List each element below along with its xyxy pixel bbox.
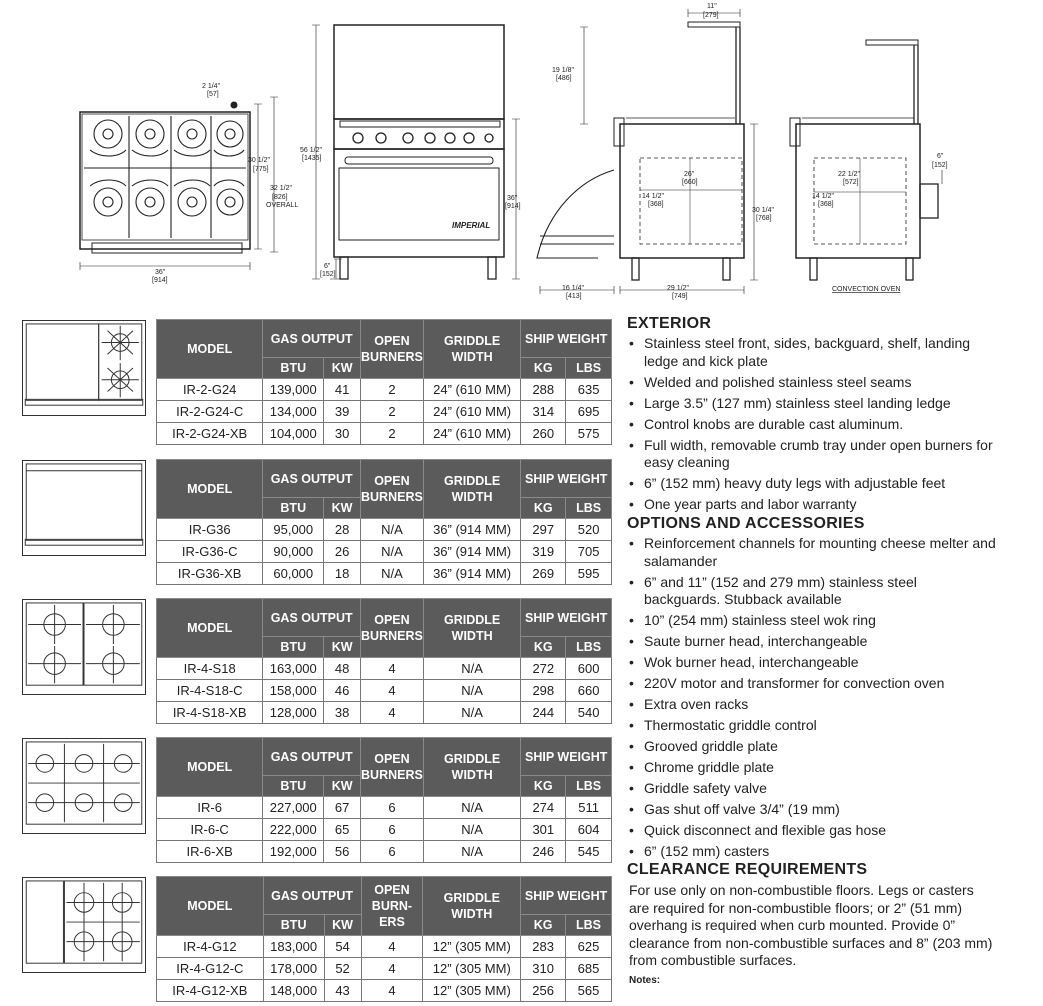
header-btu: BTU [263, 915, 324, 936]
list-item: • Quick disconnect and flexible gas hose [627, 822, 997, 840]
notes-label: Notes: [629, 974, 661, 986]
dim-label: [768] [756, 215, 772, 222]
dim-label: [775] [253, 166, 269, 173]
cell-griddle: N/A [423, 797, 521, 819]
cell-lbs: 540 [566, 702, 612, 724]
dim-label: [486] [556, 75, 572, 82]
list-item: • Griddle safety valve [627, 780, 997, 798]
dim-label: 29 1/2" [667, 285, 689, 292]
header-lbs: LBS [566, 498, 612, 519]
cell-lbs: 705 [566, 541, 612, 563]
header-open-burners: OPEN BURNERS [361, 320, 424, 379]
list-item: • Thermostatic griddle control [627, 717, 997, 735]
clearance-title: CLEARANCE REQUIREMENTS [627, 861, 868, 878]
cell-griddle: 24” (610 MM) [423, 379, 521, 401]
cell-kg: 269 [521, 563, 566, 585]
dim-label: 14 1/2" [642, 193, 664, 200]
cell-lbs: 685 [566, 958, 612, 980]
list-item: • Grooved griddle plate [627, 738, 997, 756]
options-list [627, 535, 997, 861]
table-row [157, 541, 612, 563]
cell-griddle: 36” (914 MM) [423, 563, 521, 585]
header-gas-output: GAS OUTPUT [263, 599, 361, 637]
cell-model: IR-6-C [157, 819, 263, 841]
cell-griddle: 36” (914 MM) [423, 541, 521, 563]
list-item: • Gas shut off valve 3/4” (19 mm) [627, 801, 997, 819]
header-kg: KG [521, 776, 566, 797]
dim-label: [368] [818, 201, 834, 208]
header-model: MODEL [157, 738, 263, 797]
top-view-drawing [80, 97, 278, 270]
header-kw: KW [324, 498, 361, 519]
cell-btu: 222,000 [263, 819, 324, 841]
dim-label: 11" [707, 3, 717, 10]
dim-label: 6" [324, 263, 331, 270]
table-row [157, 680, 612, 702]
header-model: MODEL [157, 877, 264, 936]
cell-model: IR-4-S18-C [157, 680, 263, 702]
convection-view-drawing [790, 40, 942, 280]
cell-lbs: 575 [566, 423, 612, 445]
list-item: • 6” and 11” (152 and 279 mm) stainless steel backguards. Stubback available [627, 574, 997, 609]
cell-kw: 18 [324, 563, 361, 585]
list-item: • 6” (152 mm) heavy duty legs with adjustable feet [627, 475, 997, 493]
cell-griddle: N/A [423, 702, 521, 724]
header-lbs: LBS [566, 776, 612, 797]
dim-label: [152] [320, 271, 336, 278]
cell-burners: 4 [361, 980, 423, 1002]
brand-logo: IMPERIAL [452, 221, 491, 230]
cell-kw: 56 [324, 841, 361, 863]
cell-griddle: N/A [423, 841, 521, 863]
cell-burners: 2 [361, 401, 424, 423]
cell-btu: 183,000 [263, 936, 324, 958]
dim-label: [413] [566, 293, 582, 300]
cell-burners: 6 [361, 797, 424, 819]
spec-table [156, 737, 612, 863]
thumbnail-four-burner-griddle [22, 877, 146, 973]
list-item: • Full width, removable crumb tray under open burners for easy cleaning [627, 437, 997, 472]
technical-drawings [0, 0, 1043, 305]
list-item: • Extra oven racks [627, 696, 997, 714]
table-row [157, 519, 612, 541]
cell-burners: N/A [361, 519, 424, 541]
dim-label: 32 1/2" [270, 185, 292, 192]
cell-model: IR-2-G24 [157, 379, 263, 401]
list-item: • Chrome griddle plate [627, 759, 997, 777]
cell-model: IR-4-G12-XB [157, 980, 264, 1002]
side-view-drawing [537, 9, 758, 294]
cell-model: IR-G36-XB [157, 563, 263, 585]
header-gas-output: GAS OUTPUT [263, 460, 361, 498]
cell-burners: 4 [361, 658, 424, 680]
cell-btu: 95,000 [263, 519, 324, 541]
thumbnail-svg [23, 878, 145, 972]
header-btu: BTU [263, 776, 324, 797]
cell-kw: 26 [324, 541, 361, 563]
cell-lbs: 565 [566, 980, 612, 1002]
cell-kw: 38 [324, 702, 361, 724]
cell-griddle: N/A [423, 819, 521, 841]
cell-btu: 134,000 [263, 401, 324, 423]
dim-label: 36" [155, 269, 166, 276]
cell-kg: 297 [521, 519, 566, 541]
dim-label: OVERALL [266, 202, 299, 209]
cell-burners: 6 [361, 819, 424, 841]
cell-model: IR-G36 [157, 519, 263, 541]
header-ship-weight: SHIP WEIGHT [521, 460, 612, 498]
cell-kg: 283 [521, 936, 566, 958]
table-row [157, 797, 612, 819]
spec-table [156, 319, 612, 445]
cell-kg: 288 [521, 379, 566, 401]
cell-model: IR-4-G12-C [157, 958, 264, 980]
cell-kw: 48 [324, 658, 361, 680]
cell-btu: 128,000 [263, 702, 324, 724]
dim-label: 2 1/4" [202, 83, 221, 90]
header-ship-weight: SHIP WEIGHT [521, 320, 612, 358]
dim-label: 36" [507, 195, 518, 202]
dim-label: 6" [937, 153, 944, 160]
cell-btu: 163,000 [263, 658, 324, 680]
list-item: • Welded and polished stainless steel seams [627, 374, 997, 392]
header-gas-output: GAS OUTPUT [263, 877, 361, 915]
cell-kg: 274 [521, 797, 566, 819]
cell-lbs: 545 [566, 841, 612, 863]
cell-kw: 67 [324, 797, 361, 819]
cell-model: IR-2-G24-XB [157, 423, 263, 445]
top-view-dims [152, 83, 298, 284]
dim-label: [1435] [302, 155, 322, 162]
thumbnail-four-burner-step [22, 599, 146, 695]
cell-btu: 90,000 [263, 541, 324, 563]
cell-kw: 28 [324, 519, 361, 541]
cell-burners: 2 [361, 423, 424, 445]
header-kw: KW [324, 637, 361, 658]
header-gas-output: GAS OUTPUT [263, 320, 361, 358]
cell-burners: N/A [361, 563, 424, 585]
header-griddle-width: GRIDDLE WIDTH [423, 460, 521, 519]
cell-kg: 314 [521, 401, 566, 423]
header-gas-output: GAS OUTPUT [263, 738, 361, 776]
cell-btu: 227,000 [263, 797, 324, 819]
cell-kw: 65 [324, 819, 361, 841]
cell-kg: 244 [521, 702, 566, 724]
header-griddle-width: GRIDDLE WIDTH [423, 599, 521, 658]
table-row [157, 958, 612, 980]
cell-griddle: 12” (305 MM) [423, 980, 521, 1002]
cell-burners: 4 [361, 936, 423, 958]
table-row [157, 841, 612, 863]
thumbnail-svg [23, 739, 145, 833]
cell-model: IR-4-S18-XB [157, 702, 263, 724]
header-lbs: LBS [566, 637, 612, 658]
dim-label: [660] [682, 179, 698, 186]
thumbnail-six-burner [22, 738, 146, 834]
header-kg: KG [521, 498, 566, 519]
list-item: • Reinforcement channels for mounting cheese melter and salamander [627, 535, 997, 570]
list-item: • 220V motor and transformer for convection oven [627, 675, 997, 693]
cell-lbs: 595 [566, 563, 612, 585]
cell-kg: 272 [521, 658, 566, 680]
dim-label: CONVECTION OVEN [832, 286, 901, 293]
list-item: • Control knobs are durable cast aluminum. [627, 416, 997, 434]
header-griddle-width: GRIDDLE WIDTH [423, 320, 521, 379]
spec-table [156, 598, 612, 724]
header-kg: KG [521, 637, 566, 658]
table-row [157, 423, 612, 445]
cell-btu: 104,000 [263, 423, 324, 445]
table-row [157, 819, 612, 841]
dim-label: [749] [672, 293, 688, 300]
dim-label: [368] [648, 201, 664, 208]
cell-griddle: 12” (305 MM) [423, 936, 521, 958]
thumbnail-two-burner-griddle [22, 320, 146, 416]
table-row [157, 980, 612, 1002]
dim-label: 16 1/4" [562, 285, 584, 292]
cell-griddle: N/A [423, 658, 521, 680]
dim-label: [152] [932, 162, 948, 169]
list-item: • 6” (152 mm) casters [627, 843, 997, 861]
dim-label: [914] [152, 277, 168, 284]
front-view-drawing [312, 25, 520, 279]
thumbnail-svg [23, 461, 145, 555]
dim-label: [572] [843, 179, 859, 186]
thumbnail-svg [23, 600, 145, 694]
header-model: MODEL [157, 599, 263, 658]
cell-kw: 52 [324, 958, 361, 980]
cell-model: IR-6 [157, 797, 263, 819]
dim-label: [279] [703, 12, 719, 19]
cell-griddle: 36” (914 MM) [423, 519, 521, 541]
cell-btu: 148,000 [263, 980, 324, 1002]
side-view-dims [552, 3, 774, 300]
clearance-text: For use only on non-combustible floors. Legs or casters are required for non-combustible floors; or 2” (51 mm) overhang is required when curb mounted. Provide 0” clearance from non-combustible surfaces and 8” (203 mm) from combustible surfaces. [629, 882, 993, 969]
cell-kw: 39 [324, 401, 361, 423]
dim-label: [826] [272, 194, 288, 201]
cell-kg: 260 [521, 423, 566, 445]
cell-kw: 30 [324, 423, 361, 445]
thumbnail-svg [23, 321, 145, 415]
header-lbs: LBS [566, 915, 612, 936]
cell-burners: 2 [361, 379, 424, 401]
dim-label: [914] [505, 203, 521, 210]
header-model: MODEL [157, 320, 263, 379]
list-item: • Saute burner head, interchangeable [627, 633, 997, 651]
cell-burners: 6 [361, 841, 424, 863]
cell-btu: 178,000 [263, 958, 324, 980]
cell-lbs: 600 [566, 658, 612, 680]
cell-lbs: 625 [566, 936, 612, 958]
header-open-burners: OPEN BURNERS [361, 738, 424, 797]
drawings-svg [0, 0, 1043, 305]
header-kw: KW [324, 776, 361, 797]
header-open-burners: OPEN BURN- ERS [361, 877, 423, 936]
header-open-burners: OPEN BURNERS [361, 599, 424, 658]
cell-kg: 298 [521, 680, 566, 702]
header-btu: BTU [263, 358, 324, 379]
cell-griddle: 12” (305 MM) [423, 958, 521, 980]
cell-kg: 319 [521, 541, 566, 563]
dim-label: 30 1/4" [752, 207, 774, 214]
header-ship-weight: SHIP WEIGHT [521, 877, 612, 915]
list-item: • Wok burner head, interchangeable [627, 654, 997, 672]
cell-griddle: 24” (610 MM) [423, 423, 521, 445]
cell-griddle: N/A [423, 680, 521, 702]
header-kg: KG [521, 915, 566, 936]
features-column [627, 314, 997, 986]
cell-lbs: 604 [566, 819, 612, 841]
header-ship-weight: SHIP WEIGHT [521, 738, 612, 776]
table-row [157, 401, 612, 423]
header-kg: KG [521, 358, 566, 379]
cell-kg: 256 [521, 980, 566, 1002]
cell-kw: 54 [324, 936, 361, 958]
cell-burners: 4 [361, 680, 424, 702]
cell-burners: 4 [361, 702, 424, 724]
cell-btu: 158,000 [263, 680, 324, 702]
cell-btu: 192,000 [263, 841, 324, 863]
cell-kg: 246 [521, 841, 566, 863]
table-row [157, 936, 612, 958]
cell-model: IR-4-S18 [157, 658, 263, 680]
cell-model: IR-4-G12 [157, 936, 264, 958]
exterior-title: EXTERIOR [627, 315, 712, 332]
cell-kg: 310 [521, 958, 566, 980]
list-item: • 10” (254 mm) stainless steel wok ring [627, 612, 997, 630]
cell-model: IR-6-XB [157, 841, 263, 863]
header-ship-weight: SHIP WEIGHT [521, 599, 612, 637]
cell-kw: 43 [324, 980, 361, 1002]
header-kw: KW [324, 915, 361, 936]
cell-kw: 41 [324, 379, 361, 401]
dim-label: 30 1/2" [248, 157, 270, 164]
dim-label: 14 1/2" [812, 193, 834, 200]
cell-lbs: 635 [566, 379, 612, 401]
cell-btu: 60,000 [263, 563, 324, 585]
table-row [157, 379, 612, 401]
header-griddle-width: GRIDDLE WIDTH [423, 877, 521, 936]
header-kw: KW [324, 358, 361, 379]
cell-burners: 4 [361, 958, 423, 980]
cell-kg: 301 [521, 819, 566, 841]
conv-view-dims [812, 153, 948, 293]
list-item: • Stainless steel front, sides, backguard, shelf, landing ledge and kick plate [627, 335, 997, 370]
cell-griddle: 24” (610 MM) [423, 401, 521, 423]
header-open-burners: OPEN BURNERS [361, 460, 424, 519]
header-lbs: LBS [566, 358, 612, 379]
dim-label: 22 1/2" [838, 171, 860, 178]
table-row [157, 563, 612, 585]
cell-lbs: 660 [566, 680, 612, 702]
dim-label: 26" [684, 171, 695, 178]
cell-burners: N/A [361, 541, 424, 563]
table-row [157, 702, 612, 724]
spec-table [156, 459, 612, 585]
dim-label: [57] [207, 91, 219, 98]
dim-label: 19 1/8" [552, 67, 574, 74]
spec-table [156, 876, 612, 1002]
header-btu: BTU [263, 498, 324, 519]
list-item: • Large 3.5” (127 mm) stainless steel landing ledge [627, 395, 997, 413]
header-griddle-width: GRIDDLE WIDTH [423, 738, 521, 797]
cell-btu: 139,000 [263, 379, 324, 401]
cell-model: IR-2-G24-C [157, 401, 263, 423]
header-btu: BTU [263, 637, 324, 658]
header-model: MODEL [157, 460, 263, 519]
thumbnail-griddle [22, 460, 146, 556]
cell-lbs: 520 [566, 519, 612, 541]
list-item: • One year parts and labor warranty [627, 496, 997, 514]
cell-lbs: 695 [566, 401, 612, 423]
cell-model: IR-G36-C [157, 541, 263, 563]
dim-label: 56 1/2" [300, 147, 322, 154]
table-row [157, 658, 612, 680]
options-title: OPTIONS AND ACCESSORIES [627, 515, 865, 532]
cell-kw: 46 [324, 680, 361, 702]
cell-lbs: 511 [566, 797, 612, 819]
exterior-list [627, 335, 997, 514]
